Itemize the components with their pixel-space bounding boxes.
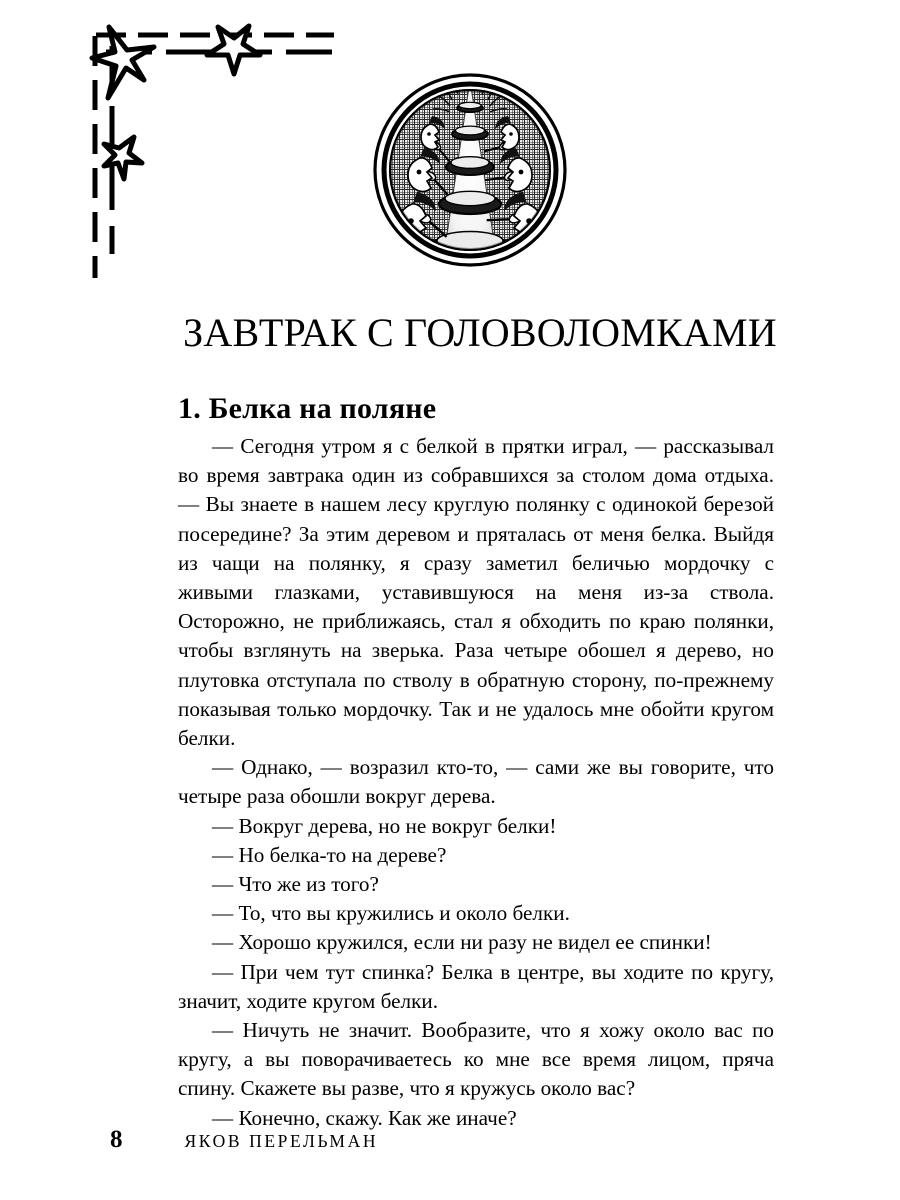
paragraph: — Сегодня утром я с белкой в прятки играл, — рассказывал во время завтрака один из собравшихся за столом дома отдыха. — Вы знаете в нашем лесу круглую полянку с одинокой березой посередине? За этим деревом и пряталась от меня белка. Выйдя из чащи на полянку, я сразу заметил беличью мордочку с живыми глазками, уставившуюся на меня из-за ствола. Осторожно, не приближаясь, стал я обходить по краю полянки, чтобы взглянуть на зверька. Раза четыре обошел я дерево, но плутовка отступала по стволу в обратную сторону, по-прежнему показывая только мордочку. Так и не удалось мне обойти кругом белки. xyxy=(178,434,774,751)
paragraph: — То, что вы кружились и около белки. xyxy=(212,901,570,926)
paragraph: — Ничуть не значит. Вообразите, что я хожу около вас по кругу, а вы поворачиваетесь ко мне все время лицом, пряча спину. Скажете вы разве, что я кружусь около вас? xyxy=(178,1018,774,1101)
body-text xyxy=(178,432,774,1133)
page-footer xyxy=(110,1126,378,1155)
corner-star-large-icon xyxy=(92,27,154,98)
page-title: ЗАВТРАК С ГОЛОВОЛОМКАМИ xyxy=(183,309,777,355)
running-head: ЯКОВ ПЕРЕЛЬМАН xyxy=(184,1131,379,1151)
chapter-medallion xyxy=(372,72,568,268)
paragraph: — Вокруг дерева, но не вокруг белки! xyxy=(212,813,557,838)
paragraph: — Конечно, скажу. Как же иначе? xyxy=(212,1105,517,1130)
paragraph: — Однако, — возразил кто-то, — сами же вы говорите, что четыре раза обошли вокруг дерева. xyxy=(178,755,774,809)
corner-ornament xyxy=(82,22,342,290)
corner-star-left-icon xyxy=(104,137,142,179)
paragraph: — При чем тут спинка? Белка в центре, вы ходите по кругу, значит, ходите кругом белки. xyxy=(178,959,774,1013)
section-heading: 1. Белка на поляне xyxy=(178,391,437,425)
paragraph: — Но белка-то на дереве? xyxy=(212,842,447,867)
paragraph: — Что же из того? xyxy=(212,872,379,897)
paragraph: — Хорошо кружился, если ни разу не видел ее спинки! xyxy=(212,930,712,955)
corner-star-top-icon xyxy=(207,26,260,74)
page-number: 8 xyxy=(110,1126,123,1153)
